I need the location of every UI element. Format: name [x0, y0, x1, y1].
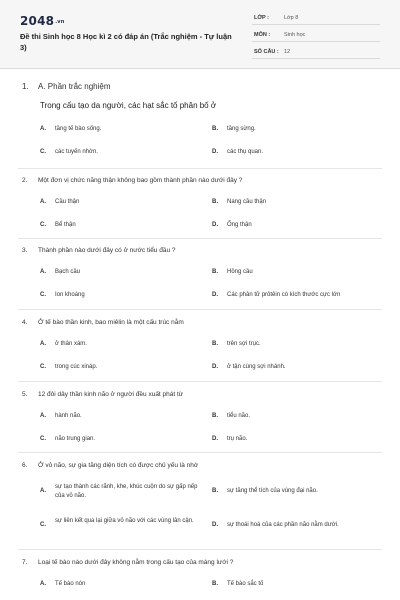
option-letter: D.	[212, 436, 218, 442]
option-c[interactable]	[40, 517, 205, 537]
option-letter: D.	[212, 522, 218, 528]
divider	[18, 381, 382, 382]
option-text: ở thân xám.	[55, 341, 87, 347]
question-stem	[22, 558, 382, 567]
option-text: tầng tế bào sống.	[55, 126, 102, 132]
option-letter: B.	[212, 126, 218, 132]
question-number: 1.	[22, 82, 29, 91]
question-text: Ở vỏ não, sự gia tăng diện tích có được chủ yếu là nhờ	[38, 462, 199, 469]
option-text: các thụ quan.	[227, 149, 264, 155]
option-letter: B.	[212, 488, 218, 494]
meta-key: LỚP :	[254, 15, 269, 21]
question-stem	[22, 176, 382, 185]
option-text: Cầu thận	[55, 199, 80, 205]
option-letter: D.	[212, 364, 218, 370]
meta-value: Lớp 8	[284, 15, 299, 21]
option-letter: A.	[40, 269, 46, 275]
divider	[18, 452, 382, 453]
option-letter: A.	[40, 581, 46, 587]
question-subtext: Trong cấu tạo da người, các hạt sắc tố phân bố ở	[40, 101, 217, 110]
page-header	[0, 0, 400, 69]
meta-row-subject	[252, 29, 380, 42]
option-text: tầng sừng.	[227, 126, 256, 132]
option-text: trong cúc xináp.	[55, 364, 98, 370]
question-number: 6.	[22, 462, 28, 469]
option-a[interactable]	[40, 483, 205, 503]
logo-sub: .vn	[55, 19, 65, 25]
option-text: Bạch cầu	[55, 269, 81, 275]
option-text: trên sợi trục.	[227, 341, 261, 347]
option-text: não trung gian.	[55, 436, 96, 442]
question-text: 12 đôi dây thần kinh não ở người đều xuất phát từ	[38, 391, 184, 398]
option-text: các tuyến nhờn.	[55, 149, 98, 155]
meta-key: MÔN :	[254, 32, 271, 38]
question-text: Ở tế bào thần kinh, bao miêlin là một cấu trúc nằm	[38, 319, 184, 326]
option-letter: B.	[212, 199, 218, 205]
option-text: sự liên kết qua lại giữa vỏ não với các vùng lân cận.	[55, 518, 194, 524]
option-text: Các phân tử prôtêin có kích thước cực lớn	[227, 292, 341, 298]
option-letter: C.	[40, 522, 46, 528]
option-letter: D.	[212, 222, 218, 228]
option-letter: A.	[40, 126, 46, 132]
option-text: hành não.	[55, 413, 82, 419]
section-heading: A. Phần trắc nghiệm	[38, 82, 111, 91]
option-letter: A.	[40, 341, 46, 347]
option-text: trụ não.	[227, 436, 248, 442]
option-text: tiểu não.	[227, 413, 251, 419]
question-number: 2.	[22, 177, 28, 184]
option-text: Ion khoáng	[55, 292, 85, 298]
option-text: sự tạo thành các rãnh, khe, khúc cuộn do sự gấp nếp của vỏ não.	[55, 484, 198, 499]
question-text: Thành phần nào dưới đây có ở nước tiểu đầu ?	[38, 247, 176, 254]
option-letter: D.	[212, 292, 218, 298]
option-text: sự thoái hoá của các phần não nằm dưới.	[227, 522, 339, 528]
question-stem	[22, 82, 382, 91]
site-logo[interactable]	[20, 14, 65, 28]
option-text: Bể thận	[55, 222, 76, 228]
question-number: 7.	[22, 559, 28, 566]
question-number: 4.	[22, 319, 28, 326]
meta-row-count	[252, 46, 380, 59]
divider	[18, 168, 382, 169]
option-text: Ống thận	[227, 222, 252, 228]
divider	[18, 549, 382, 550]
question-stem	[22, 461, 382, 470]
option-letter: C.	[40, 364, 46, 370]
question-stem	[22, 246, 382, 255]
option-letter: B.	[212, 413, 218, 419]
option-letter: B.	[212, 581, 218, 587]
meta-value: Sinh học	[284, 32, 306, 38]
option-text: ở tận cùng sợi nhánh.	[227, 364, 286, 370]
option-text: Tế bào nón	[55, 581, 86, 587]
question-stem	[22, 390, 382, 399]
question-number: 3.	[22, 247, 28, 254]
option-letter: A.	[40, 488, 46, 494]
question-stem	[22, 318, 382, 327]
option-letter: C.	[40, 436, 46, 442]
option-letter: D.	[212, 149, 218, 155]
meta-info	[252, 12, 380, 63]
option-letter: C.	[40, 292, 46, 298]
meta-row-class	[252, 12, 380, 25]
option-text: Tế bào sắc tố	[227, 581, 264, 587]
option-text: Hồng cầu	[227, 269, 253, 275]
meta-value: 12	[284, 49, 291, 55]
document-title: Đề thi Sinh học 8 Học kì 2 có đáp án (Trắc nghiệm - Tự luận 3)	[20, 32, 232, 52]
option-text: Nang cầu thận	[227, 199, 267, 205]
logo-main: 2048	[20, 14, 55, 28]
divider	[18, 238, 382, 239]
option-letter: A.	[40, 413, 46, 419]
question-number: 5.	[22, 391, 28, 398]
meta-key: SỐ CÂU :	[254, 49, 279, 55]
option-text: sự tăng thể tích của vùng đại não.	[227, 488, 318, 494]
option-letter: B.	[212, 341, 218, 347]
option-letter: C.	[40, 149, 46, 155]
question-text: Loại tế bào nào dưới đây không nằm trong cấu tạo của màng lưới ?	[38, 559, 234, 566]
divider	[18, 309, 382, 310]
option-letter: B.	[212, 269, 218, 275]
option-letter: A.	[40, 199, 46, 205]
question-text: Một đơn vị chức năng thận không bao gồm thành phần nào dưới đây ?	[38, 177, 243, 184]
option-letter: C.	[40, 222, 46, 228]
